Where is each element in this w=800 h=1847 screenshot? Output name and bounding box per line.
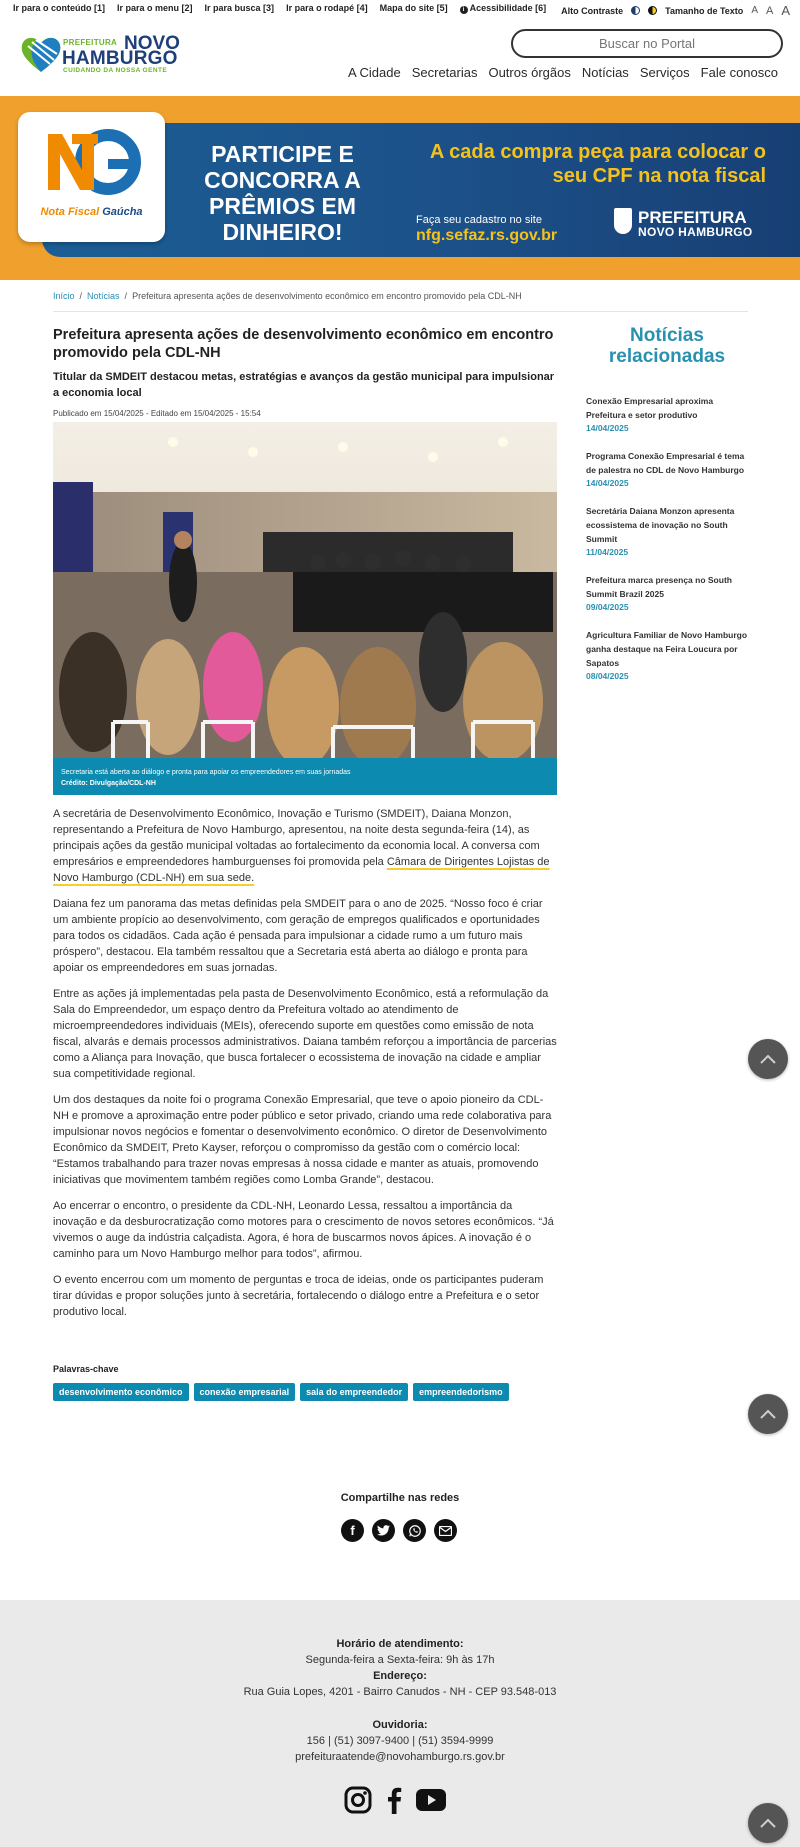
divider [53, 311, 748, 312]
email-icon[interactable] [434, 1519, 457, 1542]
breadcrumb-separator: / [124, 291, 128, 301]
nfg-caption-1: Nota Fiscal [40, 206, 100, 218]
facebook-icon[interactable]: f [341, 1519, 364, 1542]
article-photo[interactable] [53, 422, 557, 758]
site-logo[interactable] [20, 32, 180, 76]
share-buttons [341, 1519, 457, 1542]
nav-item-secretarias[interactable]: Secretarias [411, 65, 478, 80]
banner-cpf-text: A cada compra peça para colocar o seu CPF na nota fiscal [429, 141, 766, 187]
related-news-date: 08/04/2025 [586, 671, 629, 681]
footer-ombudsman [0, 1717, 800, 1765]
address-text: Rua Guia Lopes, 4201 - Bairro Canudos - NH - CEP 93.548-013 [243, 1686, 557, 1698]
article [53, 326, 557, 1318]
article-paragraph: Um dos destaques da noite foi o programa Conexão Empresarial, que teve o apoio pioneiro da CDL-NH e promove a aproximação entre poder público e setor privado, criando uma rede colaborativa para impulsionar novos negócios e fomentar o desenvolvimento econômico. O diretor de Desenvolvimento Econômico da SMDEIT, Preto Kayser, reforçou o compromisso da gestão com o comércio local: “Estamos trabalhando para trazer novas empresas à nossa cidade e manter as atuais, promovendo iniciativas que movimentem também regiões como Lomba Grande”, destacou. [53, 1094, 552, 1186]
logo-slogan: CUIDANDO DA NOSSA GENTE [63, 67, 168, 74]
breadcrumb-noticias[interactable]: Notícias [87, 291, 120, 301]
breadcrumb-home[interactable]: Início [53, 291, 75, 301]
skip-to-footer-link[interactable]: Ir para o rodapé [4] [286, 3, 368, 13]
article-paragraph: Daiana fez um panorama das metas definidas pela SMDEIT para o ano de 2025. “Nosso foco é criar um ambiente propício ao desenvolvimento, com geração de empregos qualificados e oportunidades para todos os cidadãos. Cada ação é pensada para impulsionar a cidade rumo a um futuro mais próspero”, destacou. Ela também ressaltou que a Secretaria está aberta ao diálogo e pronta para apoiar os empreendedores em suas jornadas. [53, 898, 543, 974]
address-label: Endereço: [373, 1670, 427, 1682]
info-icon: i [460, 6, 468, 14]
instagram-icon[interactable] [344, 1786, 372, 1814]
breadcrumb-separator: / [79, 291, 83, 301]
whatsapp-icon[interactable] [403, 1519, 426, 1542]
nav-item-outros-orgaos[interactable]: Outros órgãos [488, 65, 571, 80]
accessibility-bar [0, 0, 800, 18]
article-subtitle: Titular da SMDEIT destacou metas, estratégias e avanços da gestão municipal para impulsionar a economia local [53, 371, 555, 399]
email-link[interactable]: prefeituraatende@novohamburgo.rs.gov.br [295, 1751, 505, 1763]
related-news-list [586, 394, 748, 697]
hours-label: Horário de atendimento: [336, 1638, 464, 1650]
scroll-to-top-button[interactable] [748, 1039, 788, 1079]
photo-caption-text: Secretaria está aberta ao diálogo e pronta para apoiar os empreendedores em suas jornadas [61, 769, 351, 776]
related-news-item[interactable] [586, 504, 748, 559]
related-news-date: 09/04/2025 [586, 602, 629, 612]
keyword-tags [53, 1383, 509, 1401]
article-body [53, 806, 557, 1330]
keywords-label: Palavras-chave [53, 1364, 119, 1374]
search-input[interactable] [537, 36, 757, 51]
paragraph-text: A secretária de Desenvolvimento Econômico, Inovação e Turismo (SMDEIT), Daiana Monzon, representando a Prefeitura de Novo Hamburgo, apresentou, na noite desta segunda-feira (14), as principais ações da gestão municipal voltadas ao fortalecimento da economia local. A conversa com empresários e empreendedores hamburguenses foi promovida pela [53, 808, 540, 868]
search-box [511, 29, 783, 58]
cdl-nh-link[interactable]: Câmara de Dirigentes Lojistas de Novo Hamburgo (CDL-NH) em sua sede. [53, 856, 550, 884]
skip-to-search-link[interactable]: Ir para busca [3] [204, 3, 275, 13]
twitter-icon[interactable] [372, 1519, 395, 1542]
breadcrumb-current: Prefeitura apresenta ações de desenvolvimento econômico em encontro promovido pela CDL-NH [132, 291, 522, 301]
related-news-headline[interactable]: Programa Conexão Empresarial é tema de palestra no CDL de Novo Hamburgo [586, 451, 745, 475]
article-paragraph: O evento encerrou com um momento de perguntas e troca de ideias, onde os participantes puderam tirar dúvidas e propor soluções junto à secretária, fortalecendo o diálogo entre a Prefeitura e o setor produtivo local. [53, 1274, 544, 1318]
banner-brand-line1: PREFEITURA [638, 208, 747, 227]
heart-logo-icon [20, 34, 62, 74]
related-news-item[interactable] [586, 394, 748, 435]
font-size-large-button[interactable]: A [781, 3, 790, 18]
keyword-tag[interactable]: conexão empresarial [194, 1383, 296, 1401]
skip-to-content-link[interactable]: Ir para o conteúdo [1] [13, 3, 106, 13]
article-paragraph: Ao encerrar o encontro, o presidente da CDL-NH, Leonardo Lessa, ressaltou a importância da inovação e da desburocratização como motores para o crescimento de novos setores econômicos. “Já vivemos o auge da indústria calçadista. Agora, é hora de buscarmos novos ápices. A inovação é o caminho para um Novo Hamburgo melhor para todos”, afirmou. [53, 1200, 554, 1260]
keyword-tag[interactable]: sala do empreendedor [300, 1383, 408, 1401]
sitemap-link[interactable]: Mapa do site [5] [379, 3, 448, 13]
article-paragraph [53, 806, 557, 886]
phones-text: 156 | (51) 3097-9400 | (51) 3594-9999 [306, 1735, 494, 1747]
photo-caption [53, 758, 557, 795]
coat-of-arms-icon [614, 208, 632, 234]
social-links [344, 1786, 446, 1814]
share-title: Compartilhe nas redes [340, 1492, 460, 1504]
contrast-blue-icon[interactable] [631, 6, 640, 15]
footer-contact [0, 1636, 800, 1700]
banner-url: nfg.sefaz.rs.gov.br [416, 227, 558, 244]
event-photo-image [53, 422, 557, 758]
ombudsman-label: Ouvidoria: [372, 1719, 428, 1731]
publish-date: Publicado em 15/04/2025 - Editado em 15/04/2025 - 15:54 [53, 409, 261, 418]
font-size-small-button[interactable]: A [751, 5, 758, 16]
nav-item-a-cidade[interactable]: A Cidade [347, 65, 401, 80]
logo-novo: NOVO [124, 33, 180, 54]
accessibility-link-label: Acessibilidade [6] [469, 3, 547, 13]
footer [0, 1600, 800, 1847]
contrast-yellow-icon[interactable] [648, 6, 657, 15]
related-news-headline[interactable]: Agricultura Familiar de Novo Hamburgo ganha destaque na Feira Loucura por Sapatos [586, 630, 748, 668]
youtube-icon[interactable] [416, 1789, 446, 1811]
keyword-tag[interactable]: empreendedorismo [413, 1383, 509, 1401]
related-news-headline[interactable]: Prefeitura marca presença no South Summit Brazil 2025 [586, 575, 732, 599]
related-news-item[interactable] [586, 628, 748, 683]
breadcrumb [53, 291, 522, 301]
chevron-up-icon [759, 1409, 777, 1419]
scroll-to-top-button[interactable] [748, 1394, 788, 1434]
related-news-title: Notícias relacionadas [608, 325, 726, 367]
logo-prefeitura: PREFEITURA [63, 38, 118, 47]
logo-hamburgo: HAMBURGO [62, 48, 178, 69]
related-news-headline[interactable]: Secretária Daiana Monzon apresenta ecossistema de inovação no South Summit [586, 506, 735, 544]
high-contrast-label: Alto Contraste [561, 5, 624, 16]
skip-links [13, 3, 546, 14]
photo-credit: Crédito: Divulgação/CDL-NH [61, 780, 156, 787]
related-news-item[interactable] [586, 449, 748, 490]
nfg-banner[interactable] [0, 96, 800, 280]
nfg-logo-icon [42, 126, 142, 196]
banner-brand-line2: NOVO HAMBURGO [638, 225, 753, 239]
hours-text: Segunda-feira a Sexta-feira: 9h às 17h [305, 1654, 495, 1666]
article-title: Prefeitura apresenta ações de desenvolvimento econômico em encontro promovido pela CDL-NH [53, 327, 554, 361]
keyword-tag[interactable]: desenvolvimento econômico [53, 1383, 189, 1401]
banner-register-text: Faça seu cadastro no site [416, 214, 542, 226]
nav-item-fale-conosco[interactable]: Fale conosco [700, 65, 778, 80]
related-news-headline[interactable]: Conexão Empresarial aproxima Prefeitura e setor produtivo [586, 396, 714, 420]
skip-to-menu-link[interactable]: Ir para o menu [2] [117, 3, 193, 13]
nfg-logo-card [18, 112, 165, 242]
nav-item-noticias[interactable]: Notícias [581, 65, 629, 80]
chevron-up-icon [759, 1054, 777, 1064]
nfg-caption-2: Gaúcha [102, 206, 143, 218]
related-news-date: 14/04/2025 [586, 478, 629, 488]
scroll-to-top-button[interactable] [748, 1803, 788, 1843]
related-news-date: 14/04/2025 [586, 423, 629, 433]
text-size-label: Tamanho de Texto [665, 5, 744, 16]
banner-headline: PARTICIPE E CONCORRA A PRÊMIOS EM DINHEIRO! [204, 141, 361, 245]
display-options [561, 3, 790, 18]
facebook-icon[interactable] [386, 1786, 402, 1814]
nav-item-servicos[interactable]: Serviços [639, 65, 690, 80]
chevron-up-icon [759, 1818, 777, 1828]
nfg-caption [18, 206, 165, 218]
related-news-item[interactable] [586, 573, 748, 614]
font-size-medium-button[interactable]: A [765, 4, 774, 17]
article-paragraph: Entre as ações já implementadas pela pasta de Desenvolvimento Econômico, está a reformulação da Sala do Empreendedor, um espaço dentro da Prefeitura voltado ao atendimento de microempreendedores individuais (MEIs), oferecendo suporte em questões como emissão de nota fiscal, alvarás e demais processos administrativos. Daiana também reforçou a importância de parcerias como a Aliança para Inovação, que busca fortalecer o ecossistema de inovação na cidade e ampliar sua competitividade regional. [53, 988, 557, 1080]
accessibility-link[interactable] [460, 3, 547, 14]
main-nav [348, 65, 778, 80]
related-news-date: 11/04/2025 [586, 547, 629, 557]
